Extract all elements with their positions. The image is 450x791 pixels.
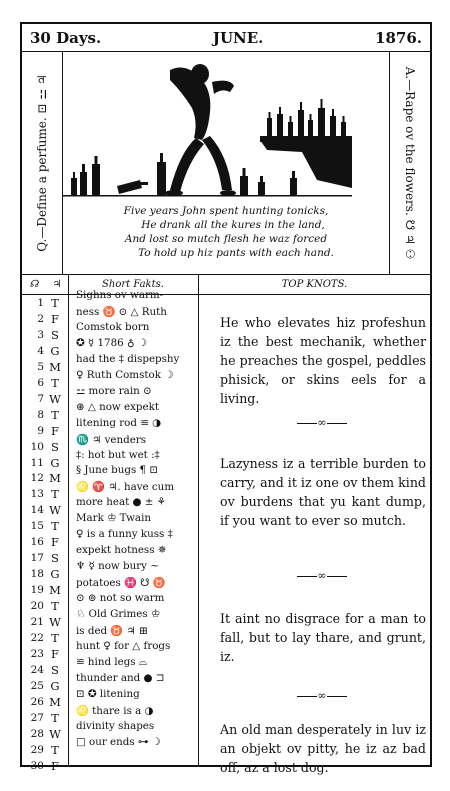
short-fakt: divinity shapes	[76, 719, 155, 732]
top-knots-header: TOP KNOTS.	[199, 274, 430, 295]
day-number: 4	[37, 344, 44, 357]
day-number: 22	[30, 631, 44, 644]
day-number: 21	[30, 616, 44, 628]
weekday-letter: T	[51, 710, 59, 725]
verse-line-1: Five years John spent hunting tonicks,	[123, 205, 329, 217]
day-number: 30	[30, 759, 44, 772]
knot-paragraph-1: He who elevates hiz profeshun iz the best mechanik, whether he preaches the gospel, peddles phisick, or skins eels for a living.	[220, 315, 426, 406]
knot-paragraph-4: An old man desperately in luv iz an objekt ov pitty, he iz az bad off, az a lost dog.	[220, 722, 426, 775]
day-number: 12	[30, 472, 44, 485]
short-fakt: ⊡ ✪ litening	[76, 687, 140, 700]
days-count: 30 Days.	[30, 28, 102, 47]
weekday-letter: T	[51, 296, 59, 310]
weekday-letter: M	[49, 583, 61, 598]
short-fakt: Mark ♔ Twain	[76, 512, 151, 525]
weekday-letter: F	[51, 758, 59, 773]
short-fakt: ⚍ more rain ⊙	[76, 384, 152, 397]
short-fakt: potatoes ♓ ☋ ♉	[76, 577, 166, 590]
weekday-letter: S	[51, 327, 59, 342]
day-number: 26	[30, 695, 44, 708]
weekday-letter: W	[49, 391, 61, 406]
short-fakt: is ded ♉ ♃ ⊞	[76, 624, 148, 637]
day-number: 11	[30, 456, 44, 469]
short-fakt: ♆ ☿ now bury ~	[76, 560, 159, 573]
question-column	[22, 52, 63, 274]
day-number: 23	[30, 647, 44, 660]
weekday-letter: W	[49, 615, 61, 629]
day-number: 16	[30, 536, 44, 549]
column-divider	[68, 274, 69, 765]
weekday-letter: F	[51, 535, 59, 550]
jupiter-header: ♃	[46, 274, 68, 295]
answer-text: A.—Rape ov the flowers. ☋ ♃ ⚇	[403, 66, 417, 260]
short-fakt: ness ♉ ⊙ △ Ruth	[76, 305, 167, 318]
day-number: 25	[30, 679, 44, 692]
calendar-table	[22, 274, 430, 775]
short-fakt: expekt hotness ✵	[76, 544, 167, 557]
ornament-divider	[212, 416, 432, 429]
short-fakt: ♀ Ruth Comstok ☽	[76, 368, 174, 381]
weekday-letter: T	[51, 487, 59, 502]
day-number: 27	[30, 711, 44, 724]
verse-line-4: To hold up hiz pants with each hand.	[138, 247, 334, 259]
day-number: 20	[30, 600, 44, 613]
short-fakt: ♘ Old Grimes ♔	[76, 608, 161, 620]
ornament-icon: ∞	[317, 569, 327, 582]
weekday-letter: T	[51, 599, 59, 614]
short-fakt: more heat ● ± ⚘	[76, 496, 166, 509]
tonic-drinker-illustration	[62, 52, 352, 202]
short-fakt: ≌ hind legs ⌓	[76, 655, 148, 668]
day-number: 28	[30, 727, 44, 740]
short-fakt: Sighns ov warm-	[76, 289, 164, 301]
short-fakt: ⊙ ⊚ not so warm	[76, 592, 165, 605]
weekday-letter: M	[49, 694, 61, 709]
illustration-panel	[22, 52, 430, 275]
day-number: 2	[37, 312, 44, 325]
short-fakt: litening rod ≌ ◑	[76, 416, 162, 429]
weekday-letter: T	[51, 742, 59, 757]
short-fakt: § June bugs ¶ ⊡	[76, 464, 159, 477]
weekday-letter: T	[51, 375, 59, 390]
short-fakt: ♏ ♃ venders	[76, 433, 147, 446]
weekday-letter: M	[49, 359, 61, 374]
weekday-letter: G	[50, 455, 60, 470]
weekday-letter: G	[50, 678, 60, 693]
day-number: 3	[37, 328, 44, 341]
short-fakt: ♀ is a funny kuss ‡	[76, 528, 173, 541]
weekday-letter: F	[51, 646, 59, 661]
day-number: 13	[30, 488, 44, 501]
short-fakt: thunder and ● ⊐	[76, 671, 165, 684]
weekday-letter: F	[51, 423, 59, 438]
weekday-letter: F	[51, 311, 59, 326]
short-fakt: Comstok born	[76, 320, 150, 333]
verse-line-2: He drank all the kures in the land,	[141, 219, 325, 231]
knot-paragraph-2: Lazyness iz a terrible burden to carry, and it iz one ov them kind ov burdens that yu kant dump, if you want to ever so mutch.	[220, 456, 426, 528]
day-number: 17	[30, 552, 44, 565]
weekday-letter: S	[51, 551, 59, 566]
day-number: 18	[30, 568, 44, 581]
short-fakt: ♌ ♈ ♃. have cum	[76, 481, 175, 494]
question-text: Q.—Define a perfume. ⊡ ⚍ ♃	[35, 74, 49, 252]
knot-paragraph-3: It aint no disgrace for a man to fall, but to lay thare, and grunt, iz.	[220, 611, 426, 664]
weekday-letter: S	[51, 662, 59, 677]
day-number: 8	[37, 408, 44, 421]
day-number: 10	[30, 440, 44, 453]
ornament-icon: ∞	[317, 416, 327, 429]
day-number: 24	[30, 663, 44, 676]
weekday-letter: T	[51, 519, 59, 534]
day-number: 7	[37, 392, 44, 405]
day-number: 14	[30, 504, 44, 517]
year: 1876.	[375, 28, 422, 47]
weekday-letter: G	[50, 567, 60, 582]
short-fakt: □ our ends ⊶ ☽	[76, 735, 161, 748]
day-number: 19	[30, 584, 44, 597]
answer-column	[389, 52, 430, 274]
weekday-letter: T	[51, 407, 59, 422]
day-number: 29	[30, 743, 44, 756]
short-fakt: had the ‡ dispepshy	[76, 352, 180, 365]
moon-header: ☊	[22, 274, 46, 295]
month-title: JUNE.	[212, 28, 264, 47]
day-number: 6	[37, 376, 44, 389]
short-fakts-header: Short Fakts.	[68, 274, 198, 295]
day-number: 15	[30, 520, 44, 533]
weekday-letter: M	[49, 471, 61, 486]
verse	[62, 204, 390, 260]
ornament-divider	[212, 569, 432, 582]
weekday-letter: W	[49, 503, 61, 518]
page-header	[22, 24, 430, 52]
almanac-page	[20, 22, 432, 775]
short-fakt: hunt ♀ for △ frogs	[76, 639, 171, 652]
weekday-letter: T	[51, 630, 59, 645]
short-fakt: ♌ thare is a ◑	[76, 704, 154, 717]
day-number: 1	[37, 297, 44, 309]
ornament-icon: ∞	[317, 689, 327, 702]
short-fakt: ⊛ △ now expekt	[76, 400, 159, 413]
weekday-letter: G	[50, 343, 60, 358]
short-fakt: ✪ ☿ 1786 ♁ ☽	[76, 336, 148, 349]
day-number: 9	[37, 424, 44, 437]
verse-line-3: And lost so mutch flesh he waz forced	[124, 233, 328, 245]
weekday-letter: W	[49, 726, 61, 741]
short-fakt: ‡: hot but wet :‡	[76, 448, 160, 461]
ornament-divider	[212, 689, 432, 702]
weekday-letter: S	[51, 439, 59, 454]
day-number: 5	[37, 360, 44, 373]
